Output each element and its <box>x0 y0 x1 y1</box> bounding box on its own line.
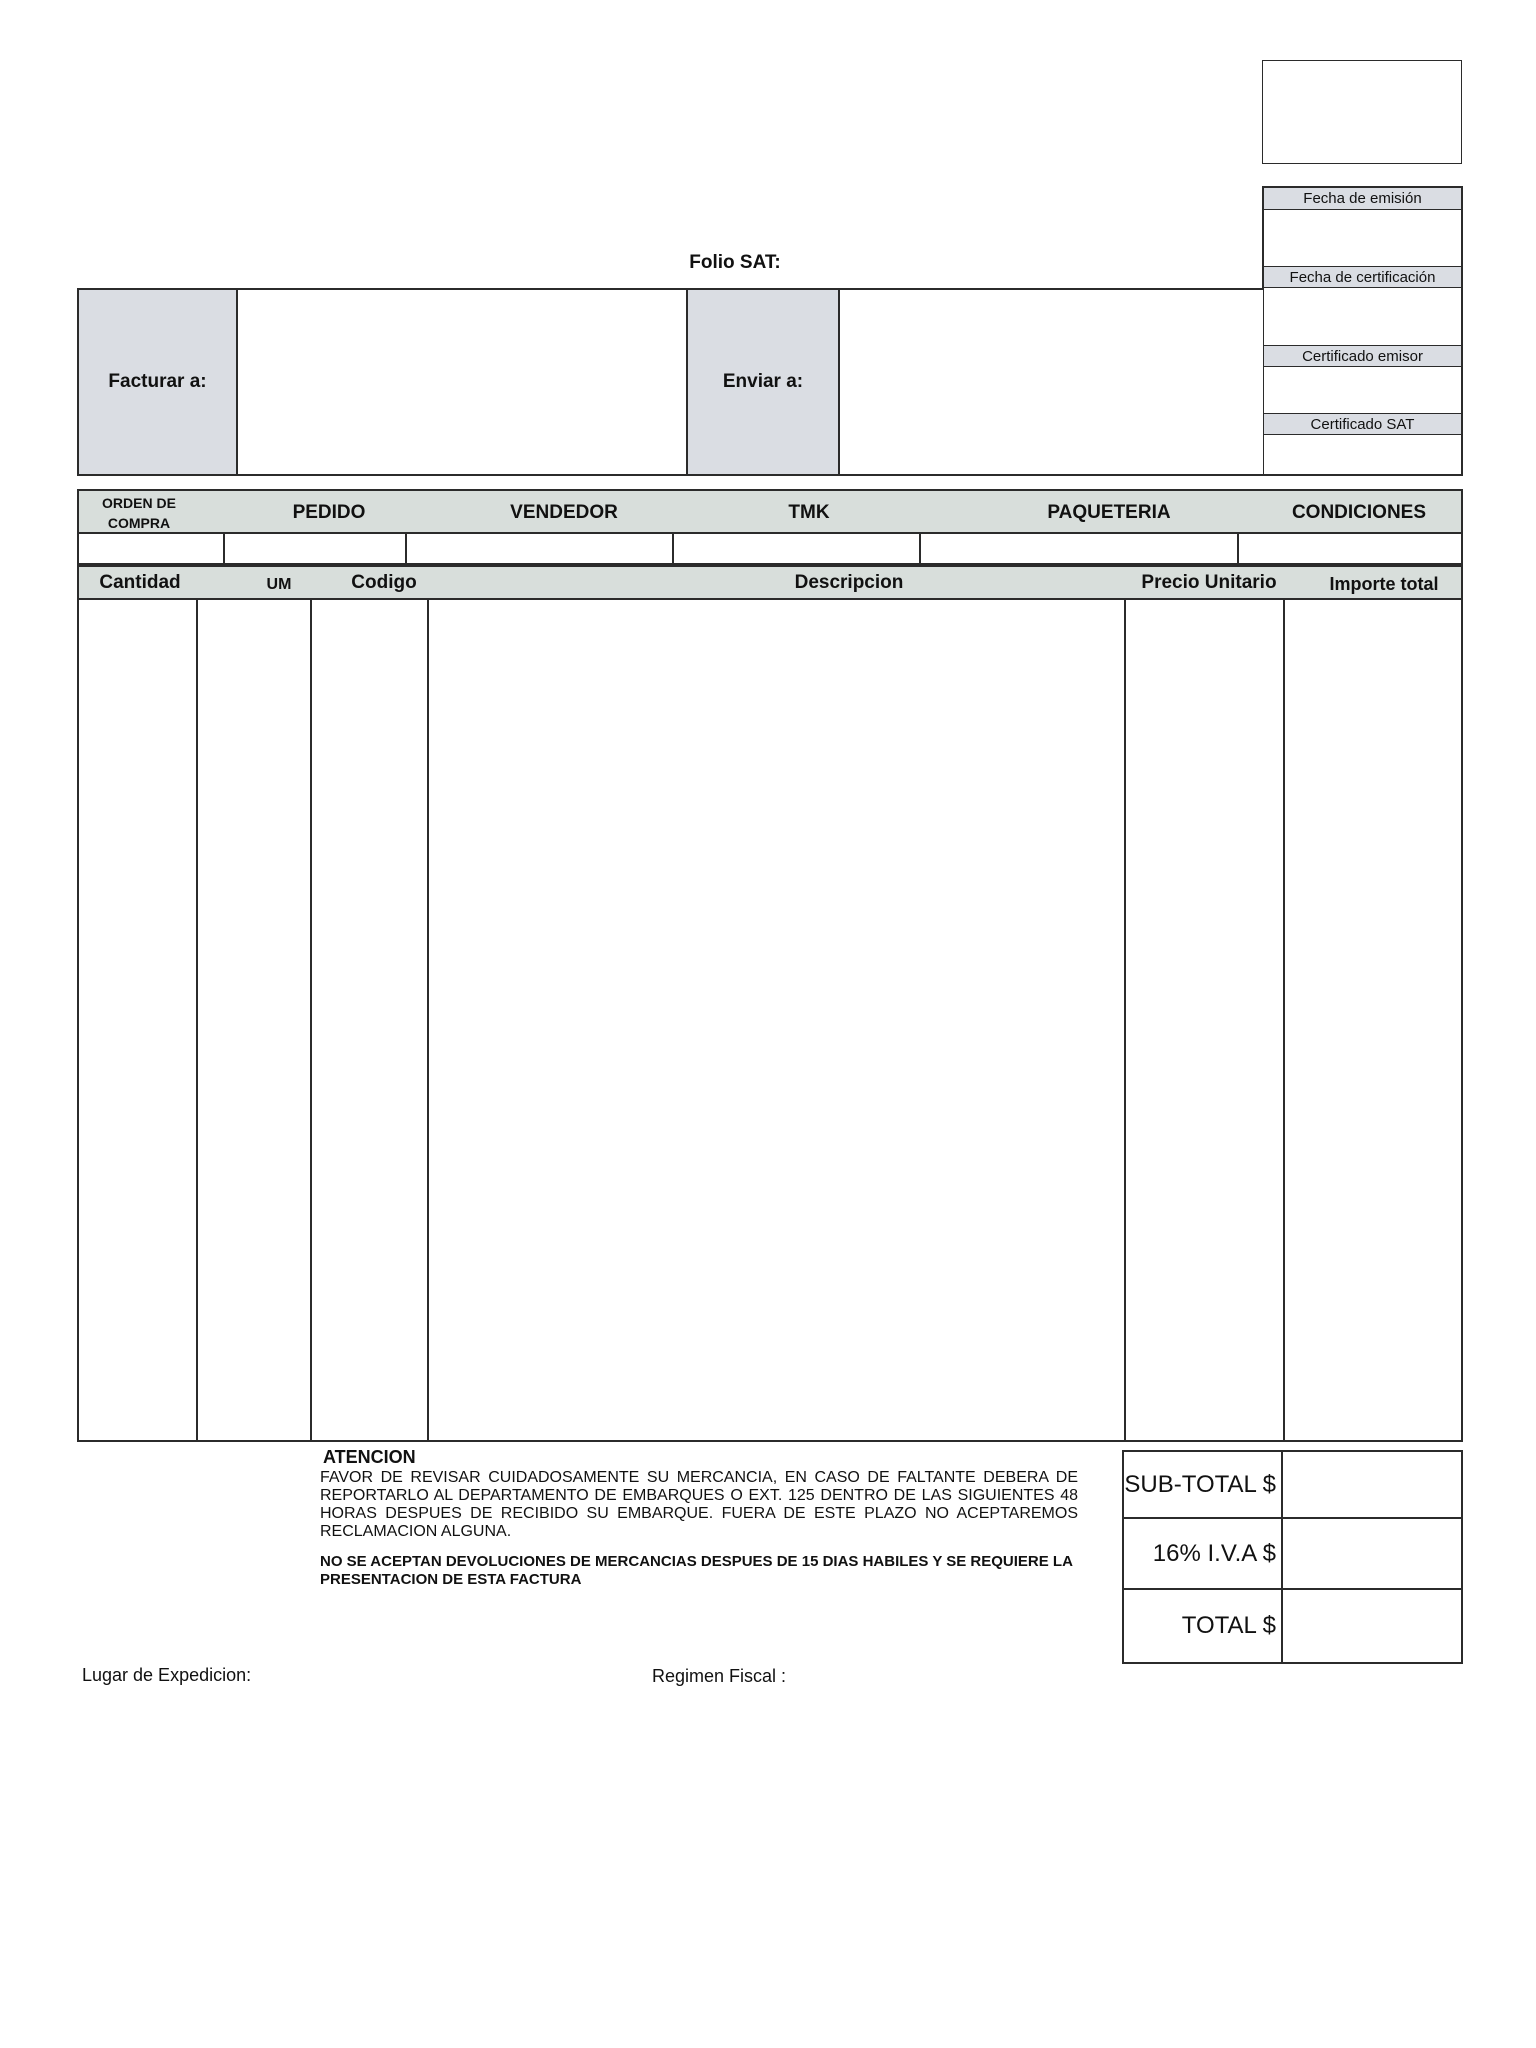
certificado-emisor-label: Certificado emisor <box>1264 345 1461 367</box>
subtotal-label: SUB-TOTAL $ <box>1124 1470 1276 1498</box>
order-values-row <box>79 534 1461 563</box>
vendedor-field[interactable] <box>405 534 672 563</box>
orden-compra-field[interactable] <box>79 534 223 563</box>
regimen-fiscal-label: Regimen Fiscal : <box>652 1666 787 1686</box>
side-panel <box>1262 186 1463 476</box>
fecha-emision-label: Fecha de emisión <box>1264 188 1461 210</box>
orden-compra-header <box>79 491 199 534</box>
pedido-header: PEDIDO <box>292 501 366 523</box>
items-table <box>77 565 1463 1442</box>
logo-box <box>1262 60 1462 164</box>
certificado-sat-field[interactable] <box>1264 435 1461 474</box>
order-header-row <box>79 491 1461 534</box>
fecha-certificacion-label: Fecha de certificación <box>1264 266 1461 288</box>
tmk-header: TMK <box>788 501 830 523</box>
tmk-field[interactable] <box>672 534 919 563</box>
order-table <box>77 489 1463 565</box>
items-header-row <box>79 565 1461 600</box>
precio-unitario-header: Precio Unitario <box>1141 571 1277 593</box>
total-label: TOTAL $ <box>1181 1612 1276 1639</box>
folio-sat-label: Folio SAT: <box>689 252 781 273</box>
condiciones-field[interactable] <box>1237 534 1461 563</box>
paqueteria-field[interactable] <box>919 534 1237 563</box>
importe-total-column[interactable] <box>1283 600 1461 1440</box>
um-header: UM <box>266 575 292 593</box>
subtotal-row <box>1124 1452 1461 1519</box>
importe-total-header: Importe total <box>1329 574 1439 594</box>
facturar-field[interactable] <box>236 290 686 474</box>
items-body <box>79 600 1461 1440</box>
fecha-certificacion-field[interactable] <box>1264 288 1461 344</box>
certificado-emisor-field[interactable] <box>1264 367 1461 412</box>
precio-unitario-column[interactable] <box>1124 600 1283 1440</box>
um-column[interactable] <box>196 600 310 1440</box>
cantidad-column[interactable] <box>79 600 196 1440</box>
enviar-field[interactable] <box>840 290 1263 474</box>
address-block <box>77 288 1263 476</box>
lugar-expedicion-label: Lugar de Expedicion: <box>82 1665 252 1685</box>
iva-label: 16% I.V.A $ <box>1152 1539 1276 1567</box>
orden-compra-line2: COMPRA <box>107 514 171 531</box>
condiciones-header: CONDICIONES <box>1291 501 1427 523</box>
facturar-label: Facturar a: <box>79 290 236 474</box>
total-row <box>1124 1590 1461 1662</box>
iva-row <box>1124 1519 1461 1590</box>
certificado-sat-label: Certificado SAT <box>1264 413 1461 435</box>
notice-body: FAVOR DE REVISAR CUIDADOSAMENTE SU MERCANCIA, EN CASO DE FALTANTE DEBERA DE REPORTARLO AL DEPARTAMENTO DE EMBARQUES O EXT. 125 DENTRO DE LAS SIGUIENTES 48 HORAS DESPUES DE RECIBIDO SU EMBARQUE. FUERA DE ESTE PLAZO NO ACEPTAREMOS RECLAMACION ALGUNA. <box>320 1469 1078 1540</box>
subtotal-field[interactable] <box>1283 1452 1461 1517</box>
notice-returns: NO SE ACEPTAN DEVOLUCIONES DE MERCANCIAS DESPUES DE 15 DIAS HABILES Y SE REQUIERE LA PRESENTACION DE ESTA FACTURA <box>320 1553 1073 1588</box>
codigo-header: Codigo <box>351 571 417 593</box>
enviar-label: Enviar a: <box>686 290 840 474</box>
notice-title: ATENCION <box>323 1447 416 1467</box>
total-field[interactable] <box>1283 1590 1461 1662</box>
vendedor-header: VENDEDOR <box>510 501 618 523</box>
iva-field[interactable] <box>1283 1519 1461 1588</box>
descripcion-header: Descripcion <box>794 571 904 593</box>
orden-compra-line1: ORDEN DE <box>102 494 176 511</box>
descripcion-column[interactable] <box>427 600 1124 1440</box>
codigo-column[interactable] <box>310 600 427 1440</box>
pedido-field[interactable] <box>223 534 405 563</box>
paqueteria-header: PAQUETERIA <box>1047 501 1171 523</box>
totals-box <box>1122 1450 1463 1664</box>
fecha-emision-field[interactable] <box>1264 210 1461 266</box>
cantidad-header: Cantidad <box>99 571 181 593</box>
